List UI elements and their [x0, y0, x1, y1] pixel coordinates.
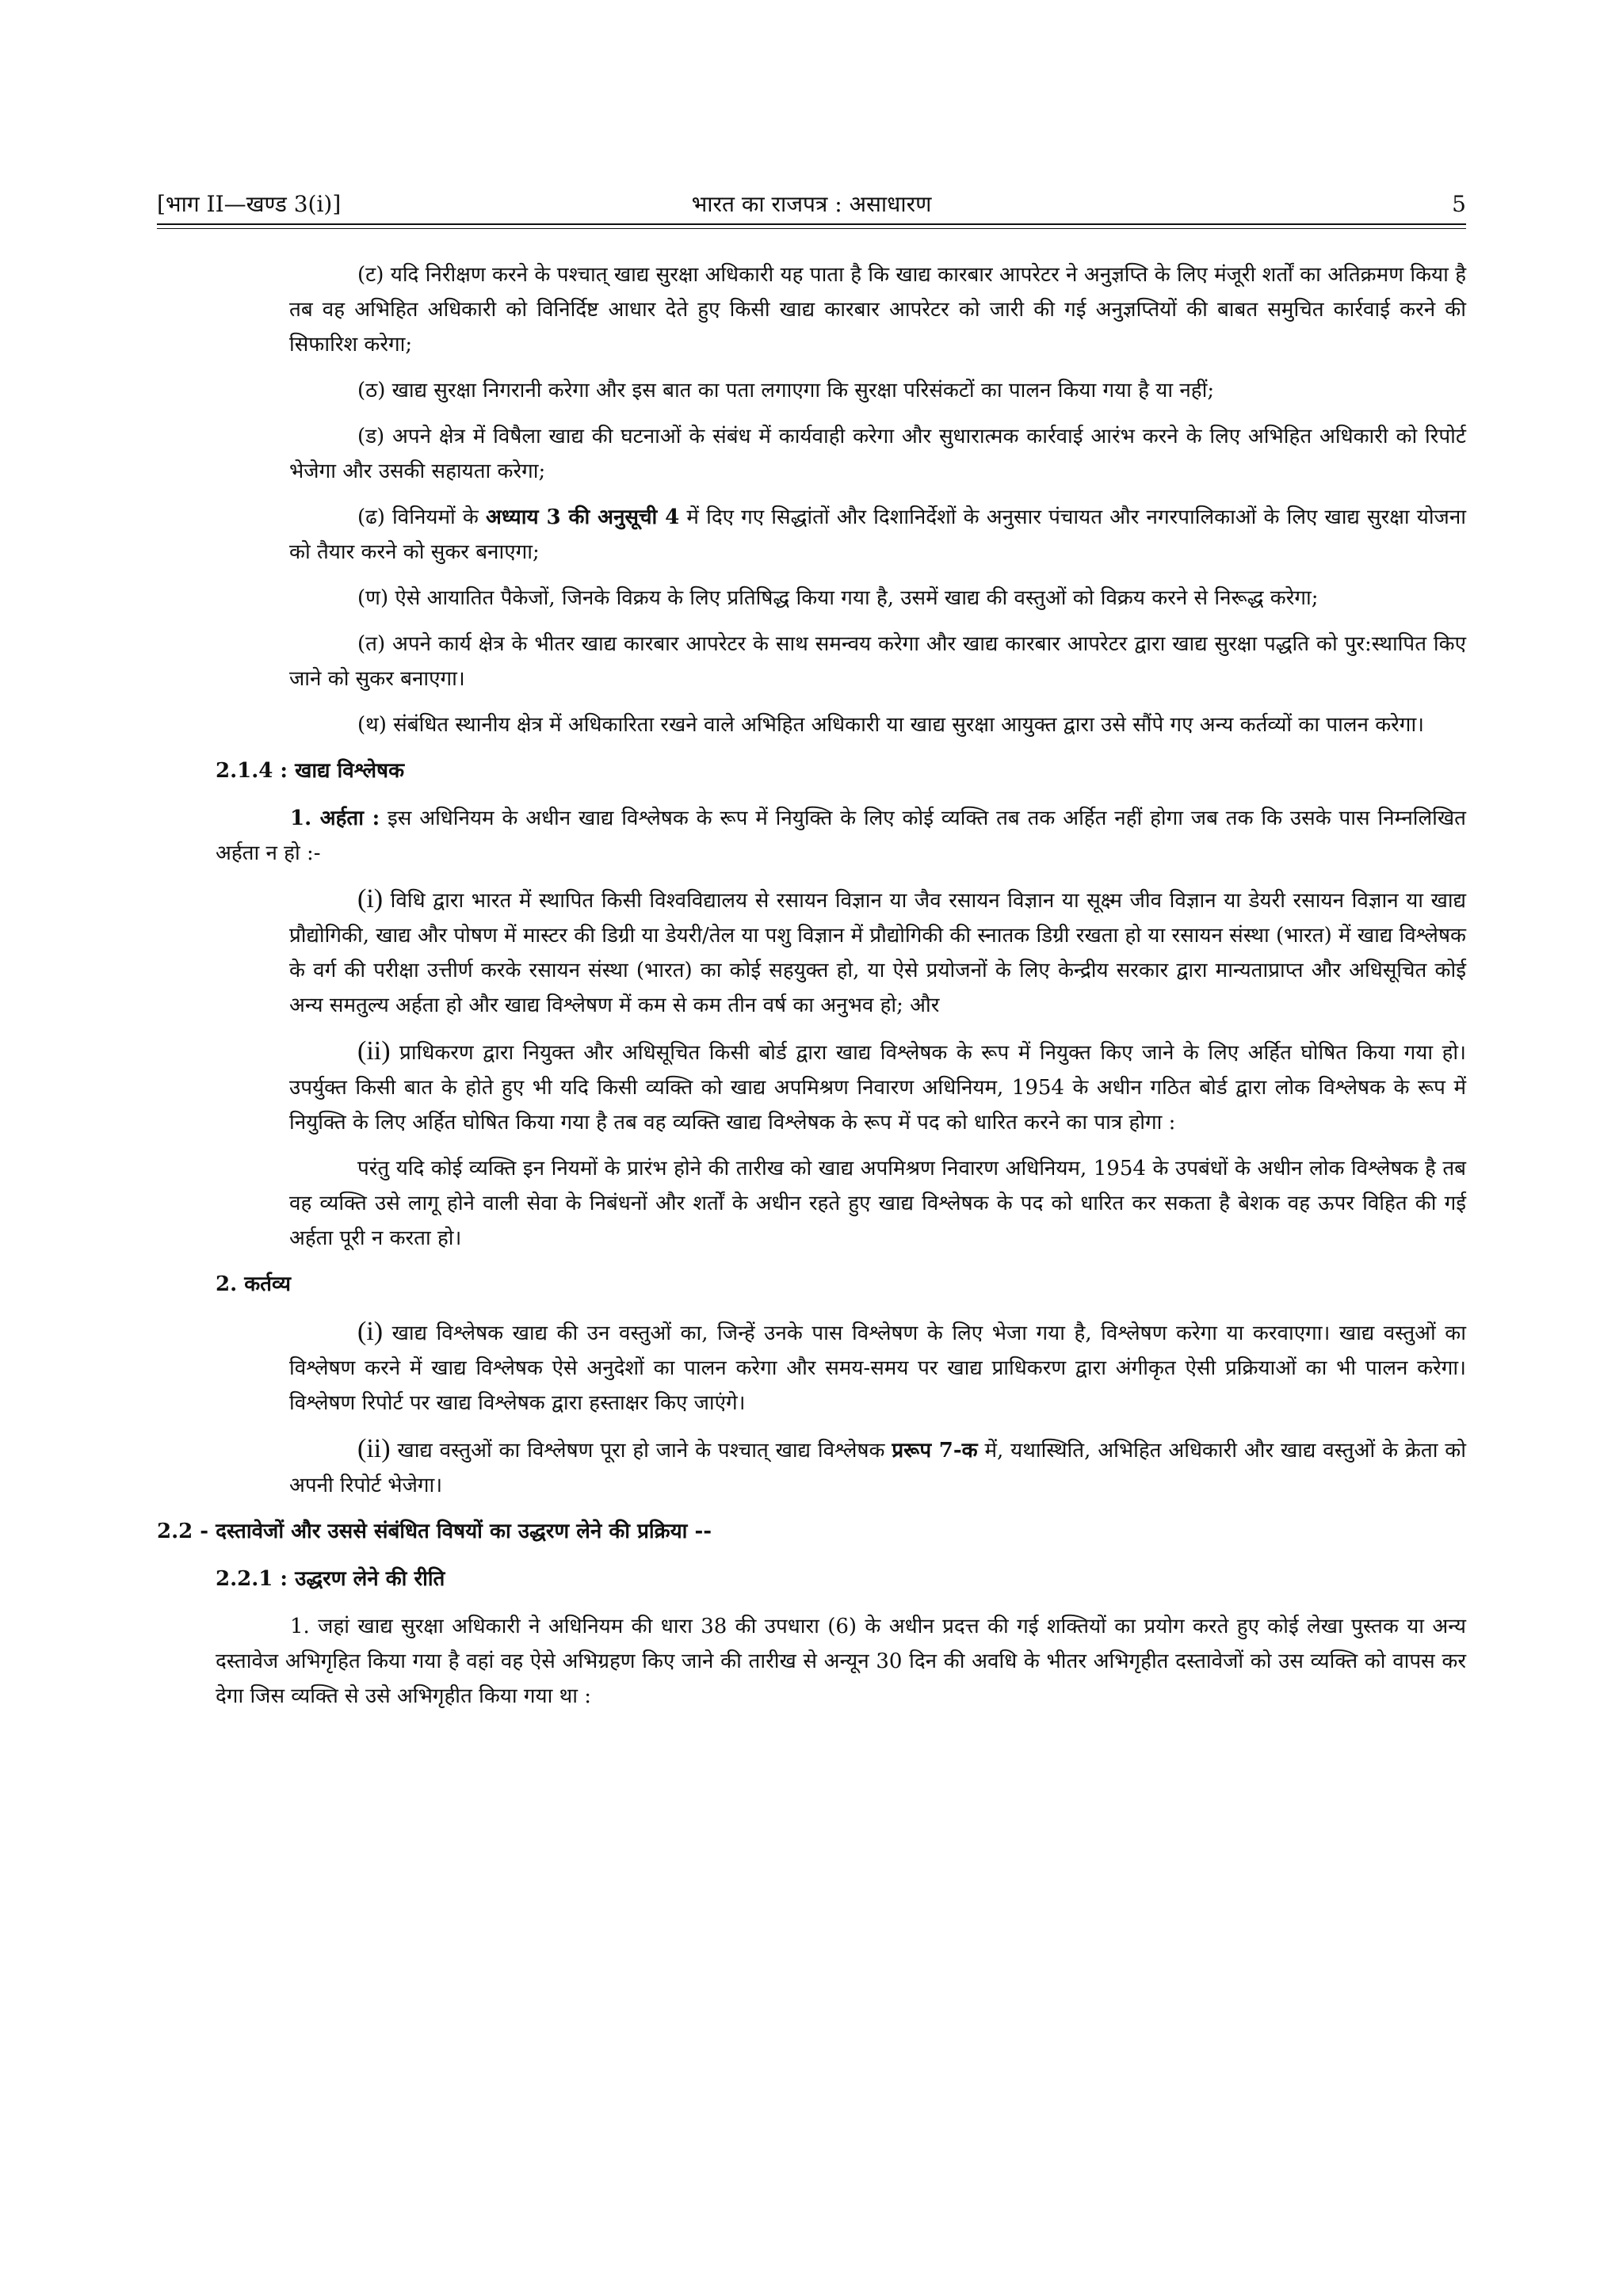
- section-2-1-4-heading: 2.1.4 : खाद्य विश्लेषक: [216, 759, 405, 783]
- clause-d: (ड) अपने क्षेत्र में विषैला खाद्य की घटनाओं के संबंध में कार्यवाही करेगा और सुधारात्मक कार्रवाई आरंभ करने के लिए अभिहित अधिकारी को रिपोर्ट भेजेगा और उसकी सहायता करेगा;: [289, 425, 1466, 483]
- item-i-text: विधि द्वारा भारत में स्थापित किसी विश्वविद्यालय से रसायन विज्ञान या जैव रसायन विज्ञान या सूक्ष्म जीव विज्ञान या डेयरी रसायन विज्ञान या खाद्य प्रौद्योगिकी, खाद्य और पोषण में मास्टर की डिग्री या डेयरी/तेल या पशु विज्ञान में प्रौद्योगिकी की स्नातक डिग्री रखता हो या रसायन संस्था (भारत) में खाद्य विश्लेषक के वर्ग की परीक्षा उत्तीर्ण करके रसायन संस्था (भारत) का कोई सहयुक्त हो, या ऐसे प्रयोजनों के लिए केन्द्रीय सरकार द्वारा मान्यताप्राप्त और अधिसूचित कोई अन्य समतुल्य अर्हता हो और खाद्य विश्लेषण में कम से कम तीन वर्ष का अनुभव हो; और: [289, 889, 1466, 1017]
- duties-ii-text-pre: खाद्य वस्तुओं का विश्लेषण पूरा हो जाने के पश्चात् खाद्य विश्लेषक: [390, 1439, 892, 1463]
- clause-th: (ठ) खाद्य सुरक्षा निगरानी करेगा और इस बात का पता लगाएगा कि सुरक्षा परिसंकटों का पालन किया गया है या नहीं;: [357, 379, 1215, 402]
- qualification-item-i: [0, 882, 1623, 1023]
- item-i-number: (i): [357, 884, 384, 913]
- form-7a-ref: प्ररूप 7-क: [892, 1439, 978, 1463]
- clause-t: (ट) यदि निरीक्षण करने के पश्चात् खाद्य सुरक्षा अधिकारी यह पाता है कि खाद्य कारबार आपरेटर ने अनुज्ञप्ति के लिए मंजूरी शर्तों का अतिक्रमण किया है तब वह अभिहित अधिकारी को विनिर्दिष्ट आधार देते हुए किसी खाद्य कारबार आपरेटर को जारी की गई अनुज्ञप्तियों की बाबत समुचित कार्रवाई करने की सिफारिश करेगा;: [289, 263, 1466, 357]
- clause-dh-text-post: में दिए गए सिद्धांतों और दिशानिर्देशों के अनुसार पंचायत और नगरपालिकाओं के लिए खाद्य सुरक्षा योजना को तैयार करने को सुकर बनाएगा;: [289, 505, 1467, 564]
- qualification-item-ii: [0, 1034, 1623, 1140]
- duties-item-ii: [0, 1432, 1623, 1503]
- section-2-2-heading: 2.2 - दस्तावेजों और उससे संबंधित विषयों का उद्धरण लेने की प्रक्रिया --: [157, 1520, 712, 1543]
- header-part-section: [भाग II—खण्ड 3(i)]: [157, 191, 342, 217]
- proviso-paragraph: परंतु यदि कोई व्यक्ति इन नियमों के प्रारंभ होने की तारीख को खाद्य अपमिश्रण निवारण अधिनियम, 1954 के उपबंधों के अधीन लोक विश्लेषक है तब वह व्यक्ति उसे लागू होने वाली सेवा के निबंधनों और शर्तों के अधीन रहते हुए खाद्य विश्लेषक के पद को धारित कर सकता है बेशक वह ऊपर विहित की गई अर्हता पूरी न करता हो।: [289, 1157, 1466, 1250]
- header-rule-thick: [157, 223, 1466, 225]
- qualification-paragraph: [0, 801, 1623, 871]
- duties-item-i: [0, 1314, 1623, 1421]
- clause-ta: (त) अपने कार्य क्षेत्र के भीतर खाद्य कारबार आपरेटर के साथ समन्वय करेगा और खाद्य कारबार आपरेटर द्वारा खाद्य सुरक्षा पद्धति को पुर:स्थापित किए जाने को सुकर बनाएगा।: [289, 632, 1466, 691]
- header-title: भारत का राजपत्र : असाधारण: [691, 191, 932, 217]
- duties-i-text: खाद्य विश्लेषक खाद्य की उन वस्तुओं का, जिन्हें उनके पास विश्लेषण के लिए भेजा गया है, विश्लेषण करेगा या करवाएगा। खाद्य वस्तुओं का विश्लेषण करने में खाद्य विश्लेषक ऐसे अनुदेशों का पालन करेगा और समय-समय पर खाद्य प्राधिकरण द्वारा अंगीकृत ऐसी प्रक्रियाओं का भी पालन करेगा। विश्लेषण रिपोर्ट पर खाद्य विश्लेषक द्वारा हस्ताक्षर किए जाएंगे।: [289, 1322, 1466, 1415]
- clause-dh-schedule-ref: अध्याय 3 की अनुसूची 4: [486, 505, 680, 529]
- clause-tha: (थ) संबंधित स्थानीय क्षेत्र में अधिकारिता रखने वाले अभिहित अधिकारी या खाद्य सुरक्षा आयुक्त द्वारा उसे सौंपे गए अन्य कर्तव्यों का पालन करेगा।: [357, 713, 1425, 737]
- item-ii-number: (ii): [357, 1036, 391, 1066]
- qualification-label: 1. अर्हता :: [290, 807, 380, 830]
- item-ii-text: प्राधिकरण द्वारा नियुक्त और अधिसूचित किसी बोर्ड द्वारा खाद्य विश्लेषक के रूप में नियुक्त किए जाने के लिए अर्हित घोषित किया गया हो। उपर्युक्त किसी बात के होते हुए भी यदि किसी व्यक्ति को खाद्य अपमिश्रण निवारण अधिनियम, 1954 के अधीन गठित बोर्ड द्वारा लोक विश्लेषक के रूप में नियुक्ति के लिए अर्हित घोषित किया गया है तब वह व्यक्ति खाद्य विश्लेषक के रूप में पद को धारित करने का पात्र होगा :: [289, 1041, 1466, 1135]
- page-number: 5: [1452, 191, 1466, 217]
- header-rule-thin: [157, 228, 1466, 229]
- section-2-2-1-text: 1. जहां खाद्य सुरक्षा अधिकारी ने अधिनियम की धारा 38 की उपधारा (6) के अधीन प्रदत्त की गई शक्तियों का प्रयोग करते हुए कोई लेखा पुस्तक या अन्य दस्तावेज अभिगृहित किया गया है वहां वह ऐसे अभिग्रहण किए जाने की तारीख से अन्यून 30 दिन की अवधि के भीतर अभिगृहीत दस्तावेजों को उस व्यक्ति को वापस कर देगा जिस व्यक्ति से उसे अभिगृहीत किया गया था :: [216, 1615, 1466, 1708]
- clause-n: (ण) ऐसे आयातित पैकेजों, जिनके विक्रय के लिए प्रतिषिद्ध किया गया है, उसमें खाद्य की वस्तुओं को विक्रय करने से निरूद्ध करेगा;: [357, 586, 1319, 610]
- duties-heading: 2. कर्तव्य: [216, 1272, 291, 1296]
- duties-ii-number: (ii): [357, 1434, 391, 1463]
- page-header: [157, 187, 1466, 222]
- duties-ii-text-post: में, यथास्थिति, अभिहित अधिकारी और खाद्य वस्तुओं के क्रेता को अपनी रिपोर्ट भेजेगा।: [289, 1439, 1467, 1497]
- clause-dh: [0, 500, 1623, 570]
- section-2-2-1-heading: 2.2.1 : उद्धरण लेने की रीति: [216, 1567, 445, 1591]
- qualification-text: इस अधिनियम के अधीन खाद्य विश्लेषक के रूप में नियुक्ति के लिए कोई व्यक्ति तब तक अर्हित नहीं होगा जब तक कि उसके पास निम्नलिखित अर्हता न हो :-: [216, 807, 1466, 865]
- duties-i-number: (i): [357, 1317, 384, 1346]
- body-content: [0, 257, 1623, 1725]
- clause-dh-text-pre: (ढ) विनियमों के: [357, 505, 487, 529]
